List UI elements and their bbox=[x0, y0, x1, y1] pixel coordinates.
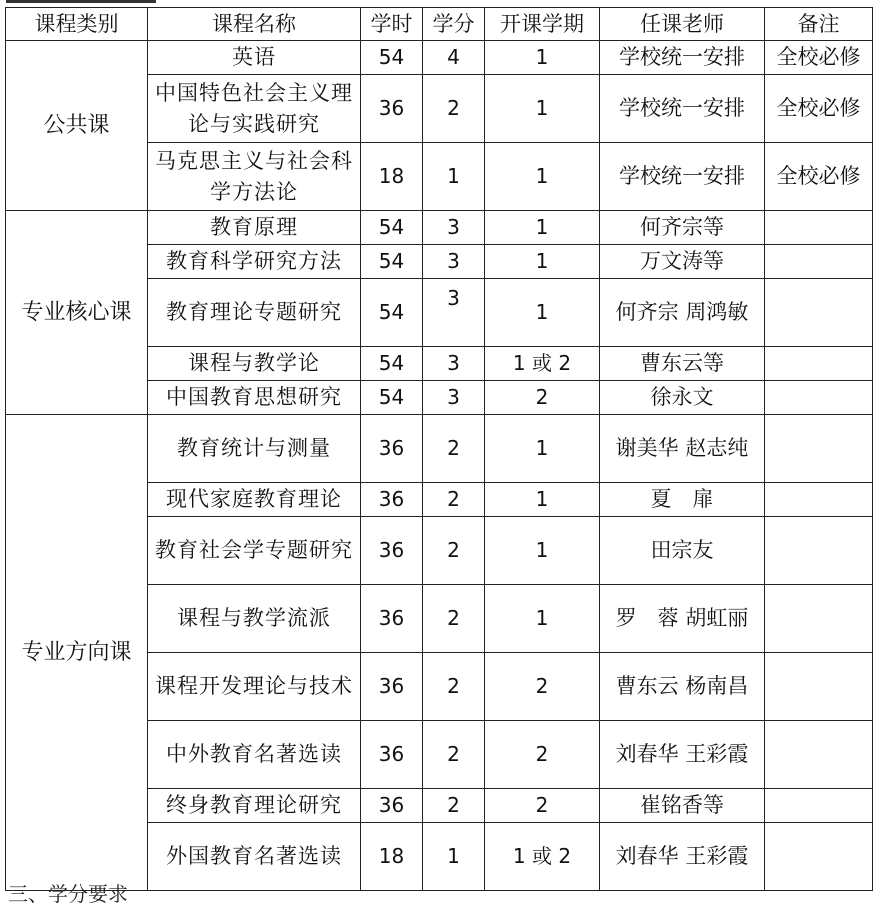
course-name-cell: 教育社会学专题研究 bbox=[148, 517, 361, 585]
category-cell-direction: 专业方向课 bbox=[6, 415, 148, 891]
note-cell bbox=[765, 721, 873, 789]
hours-cell: 54 bbox=[361, 211, 423, 245]
teacher-cell: 徐永文 bbox=[600, 381, 765, 415]
credits-cell: 2 bbox=[423, 517, 485, 585]
note-cell bbox=[765, 585, 873, 653]
teacher-cell: 曹东云等 bbox=[600, 347, 765, 381]
cut-off-heading-fragment bbox=[0, 0, 170, 7]
credits-cell: 2 bbox=[423, 415, 485, 483]
credits-cell: 2 bbox=[423, 585, 485, 653]
hours-cell: 36 bbox=[361, 483, 423, 517]
course-name-cell: 马克思主义与社会科学方法论 bbox=[148, 143, 361, 211]
header-category: 课程类别 bbox=[6, 8, 148, 41]
semester-cell: 1 bbox=[485, 75, 600, 143]
course-name-cell: 外国教育名著选读 bbox=[148, 823, 361, 891]
table-row bbox=[6, 415, 873, 483]
teacher-cell: 刘春华 王彩霞 bbox=[600, 721, 765, 789]
credits-cell: 4 bbox=[423, 41, 485, 75]
semester-cell: 1 bbox=[485, 517, 600, 585]
semester-cell: 1 bbox=[485, 585, 600, 653]
semester-cell: 2 bbox=[485, 653, 600, 721]
teacher-cell: 崔铭香等 bbox=[600, 789, 765, 823]
header-semester: 开课学期 bbox=[485, 8, 600, 41]
credits-cell: 1 bbox=[423, 823, 485, 891]
semester-cell: 1 bbox=[485, 245, 600, 279]
header-credits: 学分 bbox=[423, 8, 485, 41]
semester-cell: 1 bbox=[485, 143, 600, 211]
category-cell-core: 专业核心课 bbox=[6, 211, 148, 415]
note-cell bbox=[765, 823, 873, 891]
teacher-cell: 刘春华 王彩霞 bbox=[600, 823, 765, 891]
course-name-cell: 现代家庭教育理论 bbox=[148, 483, 361, 517]
teacher-cell: 田宗友 bbox=[600, 517, 765, 585]
note-cell: 全校必修 bbox=[765, 75, 873, 143]
hours-cell: 54 bbox=[361, 279, 423, 347]
course-name-cell: 中国教育思想研究 bbox=[148, 381, 361, 415]
credits-cell: 2 bbox=[423, 721, 485, 789]
credits-cell: 1 bbox=[423, 143, 485, 211]
hours-cell: 36 bbox=[361, 585, 423, 653]
hours-cell: 54 bbox=[361, 41, 423, 75]
credits-cell: 2 bbox=[423, 789, 485, 823]
course-name-cell: 教育原理 bbox=[148, 211, 361, 245]
teacher-cell: 夏 扉 bbox=[600, 483, 765, 517]
note-cell bbox=[765, 381, 873, 415]
credits-cell: 2 bbox=[423, 483, 485, 517]
hours-cell: 54 bbox=[361, 347, 423, 381]
note-cell bbox=[765, 415, 873, 483]
note-cell bbox=[765, 483, 873, 517]
note-cell bbox=[765, 279, 873, 347]
semester-cell: 2 bbox=[485, 789, 600, 823]
teacher-cell: 罗 蓉 胡虹丽 bbox=[600, 585, 765, 653]
header-hours: 学时 bbox=[361, 8, 423, 41]
course-table bbox=[5, 7, 873, 891]
credits-cell: 3 bbox=[423, 279, 485, 347]
hours-cell: 54 bbox=[361, 381, 423, 415]
credits-cell: 2 bbox=[423, 653, 485, 721]
cut-off-heading-strokes bbox=[6, 0, 156, 3]
teacher-cell: 学校统一安排 bbox=[600, 75, 765, 143]
credits-cell: 3 bbox=[423, 245, 485, 279]
teacher-cell: 何齐宗 周鸿敏 bbox=[600, 279, 765, 347]
note-cell bbox=[765, 517, 873, 585]
hours-cell: 18 bbox=[361, 143, 423, 211]
semester-cell: 1 或 2 bbox=[485, 347, 600, 381]
course-name-cell: 课程与教学论 bbox=[148, 347, 361, 381]
teacher-cell: 谢美华 赵志纯 bbox=[600, 415, 765, 483]
hours-cell: 36 bbox=[361, 517, 423, 585]
semester-cell: 2 bbox=[485, 721, 600, 789]
note-cell bbox=[765, 347, 873, 381]
note-cell bbox=[765, 789, 873, 823]
note-cell bbox=[765, 245, 873, 279]
semester-cell: 1 bbox=[485, 41, 600, 75]
semester-cell: 1 bbox=[485, 211, 600, 245]
course-name-cell: 课程开发理论与技术 bbox=[148, 653, 361, 721]
credits-cell: 3 bbox=[423, 211, 485, 245]
hours-cell: 36 bbox=[361, 721, 423, 789]
header-course-name: 课程名称 bbox=[148, 8, 361, 41]
teacher-cell: 学校统一安排 bbox=[600, 143, 765, 211]
course-name-cell: 教育理论专题研究 bbox=[148, 279, 361, 347]
credits-cell: 3 bbox=[423, 381, 485, 415]
semester-cell: 2 bbox=[485, 381, 600, 415]
hours-cell: 54 bbox=[361, 245, 423, 279]
course-name-cell: 中国特色社会主义理论与实践研究 bbox=[148, 75, 361, 143]
course-name-cell: 英语 bbox=[148, 41, 361, 75]
note-cell: 全校必修 bbox=[765, 41, 873, 75]
cut-off-section-heading bbox=[0, 882, 200, 906]
credits-cell: 2 bbox=[423, 75, 485, 143]
header-row bbox=[6, 8, 873, 41]
course-name-cell: 教育科学研究方法 bbox=[148, 245, 361, 279]
course-name-cell: 教育统计与测量 bbox=[148, 415, 361, 483]
course-name-cell: 课程与教学流派 bbox=[148, 585, 361, 653]
hours-cell: 36 bbox=[361, 789, 423, 823]
semester-cell: 1 bbox=[485, 279, 600, 347]
teacher-cell: 学校统一安排 bbox=[600, 41, 765, 75]
hours-cell: 36 bbox=[361, 653, 423, 721]
header-teacher: 任课老师 bbox=[600, 8, 765, 41]
note-cell: 全校必修 bbox=[765, 143, 873, 211]
table-row bbox=[6, 41, 873, 75]
course-name-cell: 中外教育名著选读 bbox=[148, 721, 361, 789]
section-heading-text: 三、学分要求 bbox=[8, 882, 128, 906]
hours-cell: 36 bbox=[361, 415, 423, 483]
credits-cell: 3 bbox=[423, 347, 485, 381]
note-cell bbox=[765, 211, 873, 245]
hours-cell: 36 bbox=[361, 75, 423, 143]
table-row bbox=[6, 211, 873, 245]
teacher-cell: 何齐宗等 bbox=[600, 211, 765, 245]
teacher-cell: 万文涛等 bbox=[600, 245, 765, 279]
header-note: 备注 bbox=[765, 8, 873, 41]
semester-cell: 1 bbox=[485, 415, 600, 483]
semester-cell: 1 或 2 bbox=[485, 823, 600, 891]
semester-cell: 1 bbox=[485, 483, 600, 517]
teacher-cell: 曹东云 杨南昌 bbox=[600, 653, 765, 721]
hours-cell: 18 bbox=[361, 823, 423, 891]
category-cell-public: 公共课 bbox=[6, 41, 148, 211]
note-cell bbox=[765, 653, 873, 721]
course-name-cell: 终身教育理论研究 bbox=[148, 789, 361, 823]
